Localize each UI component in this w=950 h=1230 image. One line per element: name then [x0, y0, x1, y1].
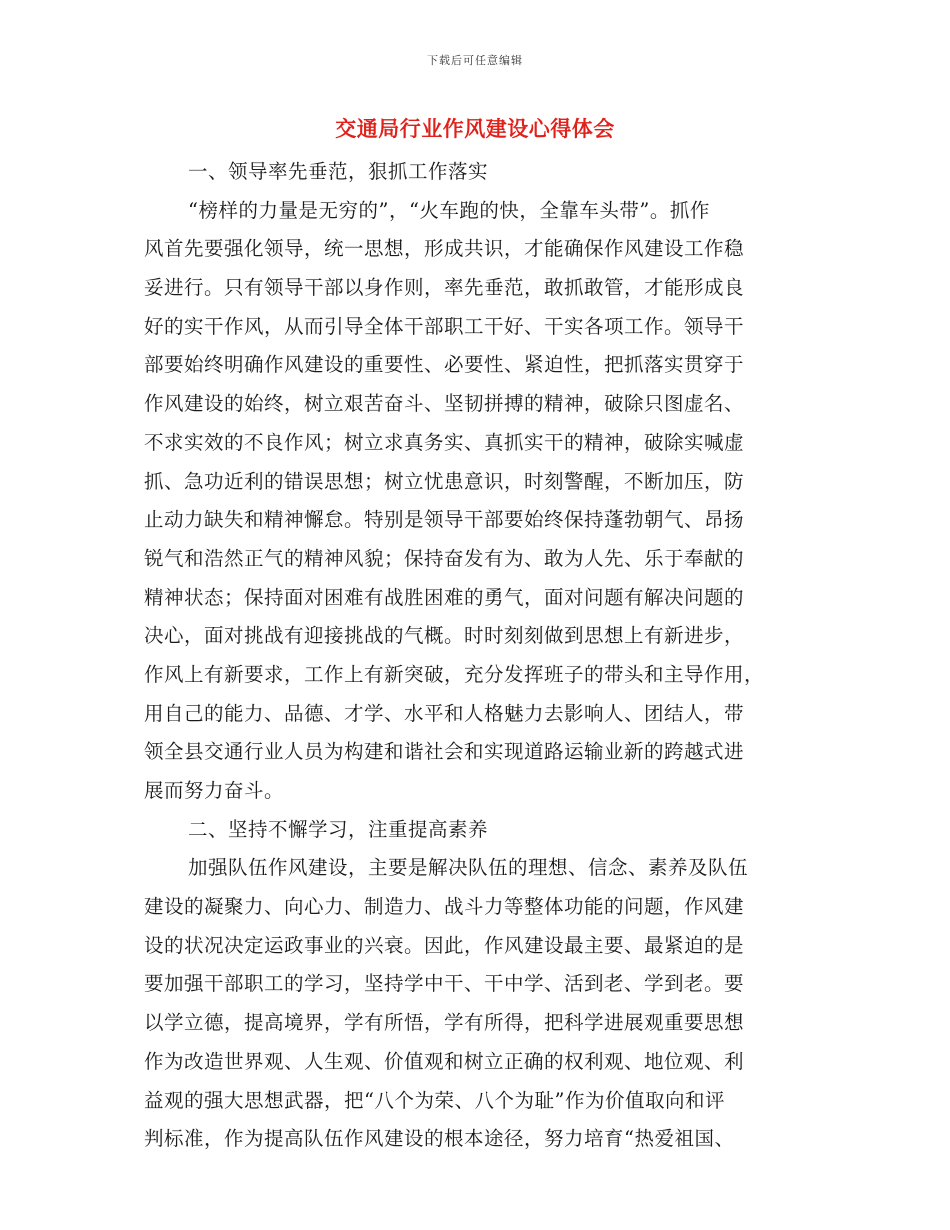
text-line: 建设的凝聚力、向心力、制造力、战斗力等整体功能的问题，作风建 [144, 895, 745, 919]
text-line: 一、领导率先垂范，狠抓工作落实 [188, 160, 489, 183]
text-line: 作风建设的始终，树立艰苦奋斗、坚韧拼搏的精神，破除只图虚名、 [144, 392, 745, 416]
header-note: 下载后可任意编辑 [427, 54, 523, 67]
text-line: 妥进行。只有领导干部以身作则，率先垂范，敢抓敢管，才能形成良 [144, 276, 745, 300]
text-line: 止动力缺失和精神懈怠。特别是领导干部要始终保持蓬勃朝气、昂扬 [144, 508, 745, 532]
text-line: 用自己的能力、品德、才学、水平和人格魅力去影响人、团结人，带 [144, 701, 745, 725]
text-line: 作为改造世界观、人生观、价值观和树立正确的权利观、地位观、利 [144, 1049, 745, 1073]
text-line: 不求实效的不良作风；树立求真务实、真抓实干的精神，破除实喊虚 [144, 430, 745, 454]
text-line: 益观的强大思想武器，把“八个为荣、八个为耻”作为价值取向和评 [144, 1088, 725, 1112]
text-line: 要加强干部职工的学习，坚持学中干、干中学、活到老、学到老。要 [144, 972, 745, 996]
text-line: 加强队伍作风建设，主要是解决队伍的理想、信念、素养及队伍 [188, 856, 749, 880]
text-line: 风首先要强化领导，统一思想，形成共识，才能确保作风建设工作稳 [144, 237, 745, 261]
text-line: 精神状态；保持面对困难有战胜困难的勇气，面对问题有解决问题的 [144, 585, 745, 609]
text-line: 决心，面对挑战有迎接挑战的气概。时时刻刻做到思想上有新进步， [144, 624, 745, 648]
text-line: 领全县交通行业人员为构建和谐社会和实现道路运输业新的跨越式进 [144, 740, 745, 764]
text-line: 判标准，作为提高队伍作风建设的根本途径，努力培育“热爱祖国、 [144, 1127, 735, 1151]
text-line: “榜样的力量是无穷的”，“火车跑的快，全靠车头带”。抓作 [188, 198, 710, 222]
document-body [144, 153, 804, 1159]
text-line: 部要始终明确作风建设的重要性、必要性、紧迫性，把抓落实贯穿于 [144, 353, 745, 377]
text-line: 设的状况决定运政事业的兴衰。因此，作风建设最主要、最紧迫的是 [144, 933, 745, 957]
text-line: 展而努力奋斗。 [144, 779, 285, 802]
text-line: 二、坚持不懈学习，注重提高素养 [188, 817, 489, 841]
text-line: 作风上有新要求，工作上有新突破，充分发挥班子的带头和主导作用， [144, 662, 765, 686]
document-title: 交通局行业作风建设心得体会 [335, 117, 615, 141]
text-line: 锐气和浩然正气的精神风貌；保持奋发有为、敢为人先、乐于奉献的 [144, 546, 745, 570]
text-line: 好的实干作风，从而引导全体干部职工干好、干实各项工作。领导干 [144, 314, 745, 338]
text-line: 抓、急功近利的错误思想；树立忧患意识，时刻警醒，不断加压，防 [144, 469, 745, 493]
text-line: 以学立德，提高境界，学有所悟，学有所得，把科学进展观重要思想 [144, 1011, 745, 1035]
